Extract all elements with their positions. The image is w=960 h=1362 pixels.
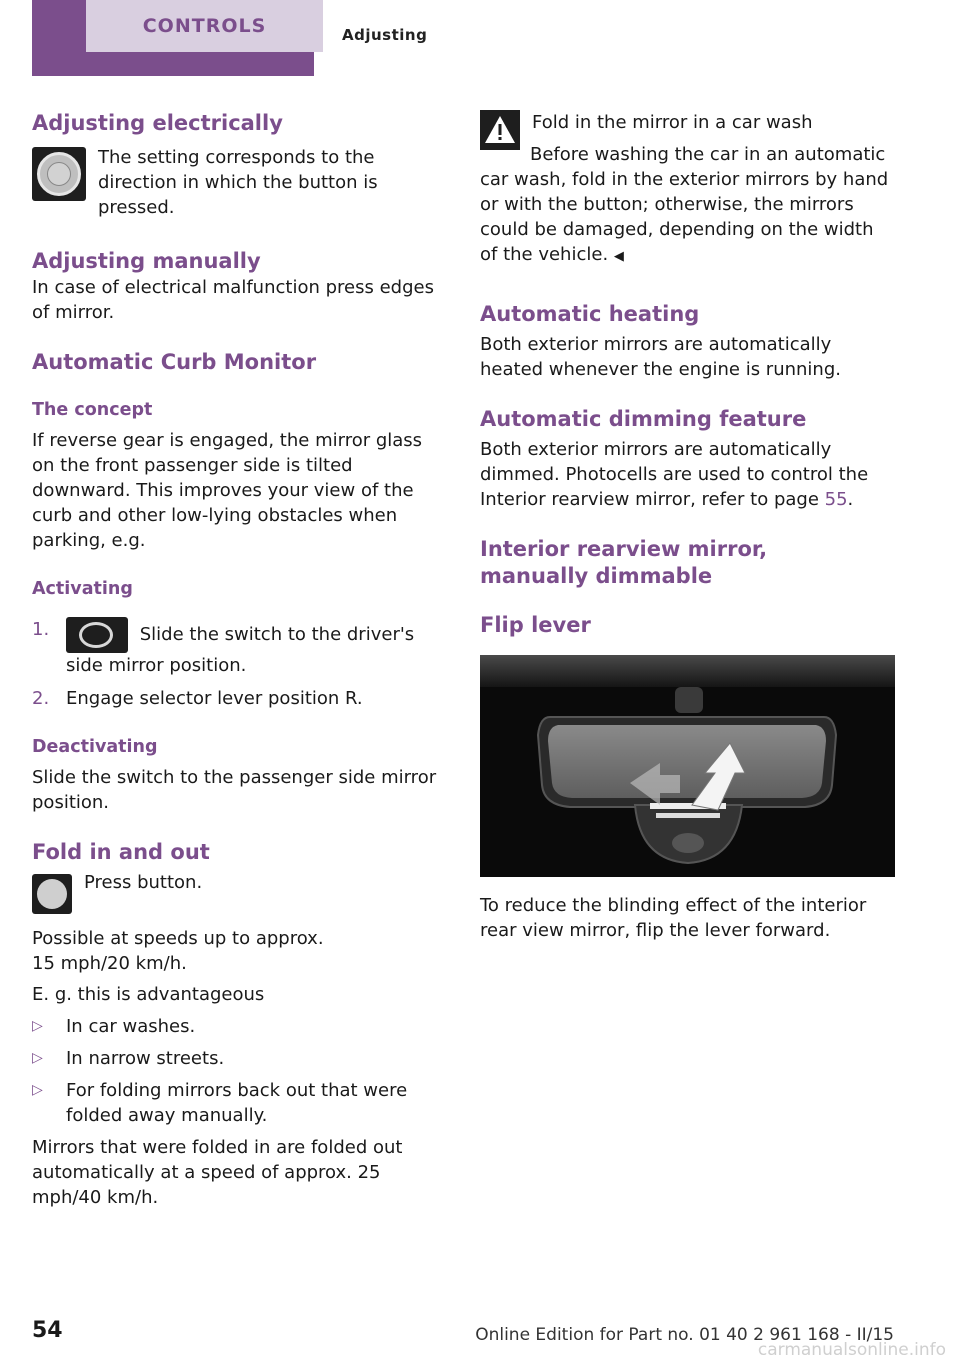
list-item: ▷ In narrow streets.	[32, 1048, 225, 1069]
manual-adjust-text: In case of electrical malfunction press edges of mirror.	[32, 277, 434, 323]
heading-automatic-heating: Automatic heating	[480, 302, 700, 326]
list-item: 2. Engage selector lever position R.	[32, 688, 363, 709]
flip-lever-text: To reduce the blinding effect of the interior rear view mirror, flip the lever forward.	[480, 895, 867, 941]
fold-press-text: Press button.	[84, 872, 203, 893]
heading-fold: Fold in and out	[32, 840, 210, 864]
bullet-triangle-icon: ▷	[32, 1018, 43, 1034]
page-reference-link[interactable]: 55	[824, 489, 848, 510]
heading-concept: The concept	[32, 400, 153, 420]
fold-button-icon	[32, 874, 72, 914]
mirror-adjust-knob-icon	[32, 147, 86, 201]
interior-mirror-image	[480, 655, 895, 877]
warning-text: Before washing the car in an automatic car wash, fold in the exterior mirrors by hand or with the button; otherwise, the mirrors could be damaged, depending on the width of the vehicle. ◀	[480, 144, 889, 265]
heading-flip-lever: Flip lever	[480, 613, 591, 637]
section-label: Adjusting	[342, 26, 428, 44]
heading-automatic-dimming: Automatic dimming feature	[480, 407, 807, 431]
list-item: ▷ In car washes.	[32, 1016, 196, 1037]
edition-note: Online Edition for Part no. 01 40 2 961 168 - II/15	[475, 1325, 894, 1345]
concept-text: If reverse gear is engaged, the mirror glass on the front passenger side is tilted downward. This improves your view of the curb and other low-lying obstacles when parking, e.g.	[32, 430, 423, 551]
fold-auto-text: Mirrors that were folded in are folded out automatically at a speed of approx. 25 mph/40 km/h.	[32, 1137, 403, 1208]
heading-deactivating: Deactivating	[32, 737, 158, 757]
electrical-adjust-text: The setting corresponds to the direction in which the button is pressed.	[98, 147, 378, 218]
fold-bullets	[32, 1014, 447, 1128]
heating-text: Both exterior mirrors are automatically heated whenever the engine is running.	[480, 334, 841, 380]
heading-adjusting-manually: Adjusting manually	[32, 249, 261, 273]
fold-speed-text: Possible at speeds up to approx. 15 mph/20 km/h.	[32, 928, 324, 974]
heading-adjusting-electrically: Adjusting electrically	[32, 111, 283, 135]
heading-activating: Activating	[32, 579, 133, 599]
fold-advantage-text: E. g. this is advantageous	[32, 984, 265, 1005]
deactivating-text: Slide the switch to the passenger side mirror position.	[32, 767, 437, 813]
electrical-adjust-row	[32, 147, 447, 220]
heading-interior-mirror: Interior rearview mirror, manually dimmable	[480, 537, 768, 588]
bullet-triangle-icon: ▷	[32, 1050, 43, 1066]
page-number: 54	[32, 1318, 63, 1343]
end-mark: ◀	[613, 249, 624, 264]
bullet-triangle-icon: ▷	[32, 1082, 43, 1098]
warning-title: Fold in the mirror in a car wash	[532, 112, 813, 133]
list-item: ▷ For folding mirrors back out that were folded away manually.	[32, 1080, 408, 1126]
warning-triangle-icon	[480, 110, 520, 150]
flip-lever-illustration	[480, 655, 895, 877]
chapter-tab-bar	[32, 0, 314, 76]
dimming-text: Both exterior mirrors are automatically dimmed. Photocells are used to control the Interior rearview mirror, refer to page 55.	[480, 439, 869, 510]
left-column	[32, 110, 447, 1210]
right-column	[480, 110, 895, 943]
watermark: carmanualsonline.info	[757, 1340, 946, 1360]
chapter-tab[interactable]: CONTROLS	[86, 0, 323, 52]
fold-button-row	[32, 874, 447, 914]
mirror-switch-icon	[66, 617, 128, 653]
activation-steps	[32, 617, 447, 711]
heading-curb-monitor: Automatic Curb Monitor	[32, 350, 317, 374]
list-item: 1. Slide the switch to the driver's side mirror position.	[32, 619, 415, 676]
